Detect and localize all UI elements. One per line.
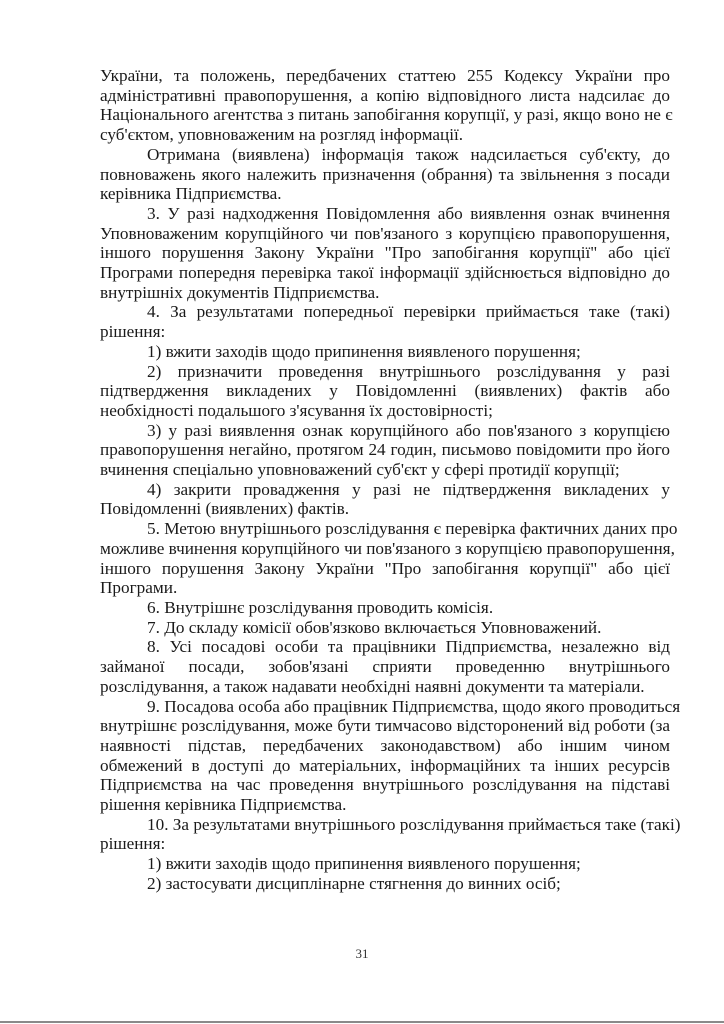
text-line: 8. Усі посадові особи та працівники Підприємства, незалежно від	[147, 637, 670, 657]
text-line: Уповноваженим корупційного чи пов'язаного з корупцією правопорушення,	[100, 223, 670, 243]
text-line: Повідомленні (виявлених) фактів.	[100, 499, 350, 519]
text-line: займаної посади, зобов'язані сприяти проведенню внутрішнього	[100, 657, 670, 677]
text-line: 3. У разі надходження Повідомлення або виявлення ознак вчинення	[147, 203, 670, 223]
text-line: можливе вчинення корупційного чи пов'язаного з корупцією правопорушення,	[100, 538, 675, 558]
scan-edge-line	[0, 1021, 724, 1023]
text-line: 4) закрити провадження у разі не підтвердження викладених у	[147, 479, 670, 499]
text-line: рішення:	[100, 322, 166, 342]
text-line: необхідності подальшого з'ясування їх достовірності;	[100, 400, 493, 420]
text-line: внутрішніх документів Підприємства.	[100, 282, 380, 302]
text-line: правопорушення негайно, протягом 24 годин, письмово повідомити про його	[100, 440, 670, 460]
text-line: іншого порушення Закону України "Про запобігання корупції" або цієї	[100, 558, 670, 578]
text-line: іншого порушення Закону України "Про запобігання корупції" або цієї	[100, 243, 670, 263]
text-line: суб'єктом, уповноваженим на розгляд інформації.	[100, 125, 464, 145]
text-line: наявності підстав, передбачених законодавством) або іншим чином	[100, 735, 670, 755]
text-line: 1) вжити заходів щодо припинення виявленого порушення;	[147, 854, 581, 874]
document-body	[100, 66, 681, 894]
text-line: 4. За результатами попередньої перевірки приймається таке (такі)	[147, 302, 670, 322]
text-line: 10. За результатами внутрішнього розслідування приймається таке (такі)	[147, 814, 681, 834]
text-line: керівника Підприємства.	[100, 184, 282, 204]
text-line: Національного агентства з питань запобігання корупції, у разі, якщо воно не є	[100, 105, 673, 125]
text-line: 9. Посадова особа або працівник Підприємства, щодо якого проводиться	[147, 696, 681, 716]
page-number: 31	[355, 946, 369, 961]
text-line: Програми попередня перевірка такої інформації здійснюється відповідно до	[100, 263, 670, 283]
text-line: обмежений в доступі до матеріальних, інформаційних та інших ресурсів	[100, 755, 670, 775]
text-line: 1) вжити заходів щодо припинення виявленого порушення;	[147, 341, 581, 361]
text-line: 3) у разі виявлення ознак корупційного або пов'язаного з корупцією	[147, 420, 670, 440]
text-line: рішення:	[100, 834, 166, 854]
text-line: 2) призначити проведення внутрішнього розслідування у разі	[147, 361, 670, 381]
text-line: 5. Метою внутрішнього розслідування є перевірка фактичних даних про	[147, 519, 678, 539]
text-line: підтвердження викладених у Повідомленні (виявлених) фактів або	[100, 381, 670, 401]
text-line: України, та положень, передбачених статтею 255 Кодексу України про	[100, 66, 670, 85]
text-line: 6. Внутрішнє розслідування проводить комісія.	[147, 597, 494, 617]
text-line: повноважень якого належить призначення (обрання) та звільнення з посади	[100, 164, 670, 184]
text-line: вчинення спеціально уповноважений суб'єкт у сфері протидії корупції;	[100, 460, 620, 480]
text-line: внутрішнє розслідування, може бути тимчасово відсторонений від роботи (за	[100, 716, 670, 736]
text-line: рішення керівника Підприємства.	[100, 795, 347, 815]
text-line: розслідування, а також надавати необхідні наявні документи та матеріали.	[100, 676, 645, 696]
text-line: адміністративні правопорушення, а копію відповідного листа надсилає до	[100, 85, 670, 105]
text-line: Програми.	[100, 578, 178, 598]
text-line: Отримана (виявлена) інформація також надсилається суб'єкту, до	[147, 144, 670, 164]
text-line: Підприємства на час проведення внутрішнього розслідування на підставі	[100, 775, 670, 795]
text-line: 2) застосувати дисциплінарне стягнення до винних осіб;	[147, 873, 561, 893]
text-line: 7. До складу комісії обов'язково включається Уповноважений.	[147, 617, 602, 637]
